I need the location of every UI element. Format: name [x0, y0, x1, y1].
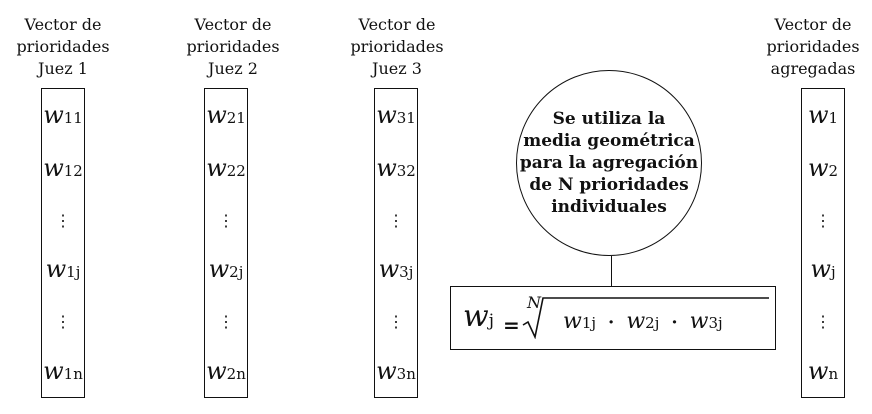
connector-line [611, 256, 612, 286]
vector-element [206, 101, 246, 129]
vector-aggregated [805, 88, 841, 398]
ellipsis-symbol: ⋮ [55, 311, 71, 331]
ellipsis [815, 207, 831, 231]
vector-element [206, 154, 246, 182]
weight-symbol: w [376, 101, 397, 130]
vector-judge-3 [378, 88, 414, 398]
ellipsis-symbol: ⋮ [815, 311, 831, 331]
ellipsis [55, 308, 71, 332]
ellipsis-symbol: ⋮ [388, 210, 404, 230]
formula-equals: = [503, 313, 520, 337]
ellipsis [218, 308, 234, 332]
weight-symbol: w [807, 356, 829, 385]
weight-symbol: w [206, 356, 227, 385]
weight-subscript: 2n [226, 364, 246, 383]
vector-element [43, 357, 83, 385]
vector-judge-2 [208, 88, 244, 398]
weight-symbol: w [807, 101, 829, 130]
weight-symbol: w [376, 153, 397, 182]
weight-subscript: 22 [226, 161, 246, 180]
vector-element [46, 255, 81, 283]
weight-subscript: 3n [396, 364, 416, 383]
geometric-mean-note: Se utiliza la media geométrica para la agregación de N prioridades individuales [516, 70, 702, 256]
vector-element [43, 154, 83, 182]
ellipsis [218, 207, 234, 231]
formula-box [450, 286, 776, 350]
weight-subscript: 11 [63, 109, 83, 128]
weight-symbol: w [376, 356, 397, 385]
ellipsis-symbol: ⋮ [388, 311, 404, 331]
weight-subscript: 31 [396, 109, 416, 128]
vector-element [376, 357, 416, 385]
header-aggregated: Vector de prioridades agregadas [766, 15, 860, 78]
weight-symbol: w [206, 101, 227, 130]
weight-subscript: 12 [63, 161, 83, 180]
weight-subscript: n [828, 364, 839, 383]
ellipsis [815, 308, 831, 332]
vector-element [376, 101, 416, 129]
weight-subscript: 32 [396, 161, 416, 180]
weight-symbol: w [807, 153, 829, 182]
vector-element [808, 154, 838, 182]
weight-symbol: w [378, 255, 400, 284]
header-judge-3: Vector de prioridades Juez 3 [350, 15, 444, 78]
header-judge-2: Vector de prioridades Juez 2 [186, 15, 280, 78]
weight-symbol: w [206, 153, 227, 182]
ellipsis [388, 308, 404, 332]
weight-subscript: 2 [828, 161, 839, 180]
vector-element [810, 255, 835, 283]
weight-symbol: w [43, 356, 64, 385]
vector-element [808, 101, 838, 129]
vector-element [209, 255, 244, 283]
weight-subscript: 3j [399, 263, 414, 282]
weight-symbol: w [810, 255, 831, 284]
vector-judge-1 [45, 88, 81, 398]
vector-element [206, 357, 246, 385]
vector-element [43, 101, 83, 129]
weight-subscript: 21 [226, 109, 246, 128]
header-judge-1: Vector de prioridades Juez 1 [16, 15, 110, 78]
weight-subscript: j [830, 263, 836, 282]
ellipsis-symbol: ⋮ [815, 210, 831, 230]
weight-symbol: w [43, 101, 64, 130]
formula-terms: w1j · w2j · w3j [563, 309, 723, 334]
formula-lhs: wj [463, 299, 494, 334]
vector-element [808, 357, 838, 385]
weight-symbol: w [43, 153, 64, 182]
ellipsis [388, 207, 404, 231]
weight-subscript: 2j [229, 263, 244, 282]
ellipsis-symbol: ⋮ [218, 210, 234, 230]
ellipsis-symbol: ⋮ [55, 210, 71, 230]
weight-subscript: 1 [828, 109, 839, 128]
vector-element [376, 154, 416, 182]
ellipsis [55, 207, 71, 231]
ellipsis-symbol: ⋮ [218, 311, 234, 331]
vector-element [379, 255, 414, 283]
root-index: N [527, 293, 541, 312]
weight-subscript: 1j [66, 263, 81, 282]
weight-symbol: w [208, 255, 230, 284]
weight-subscript: 1n [63, 364, 83, 383]
weight-symbol: w [45, 255, 67, 284]
